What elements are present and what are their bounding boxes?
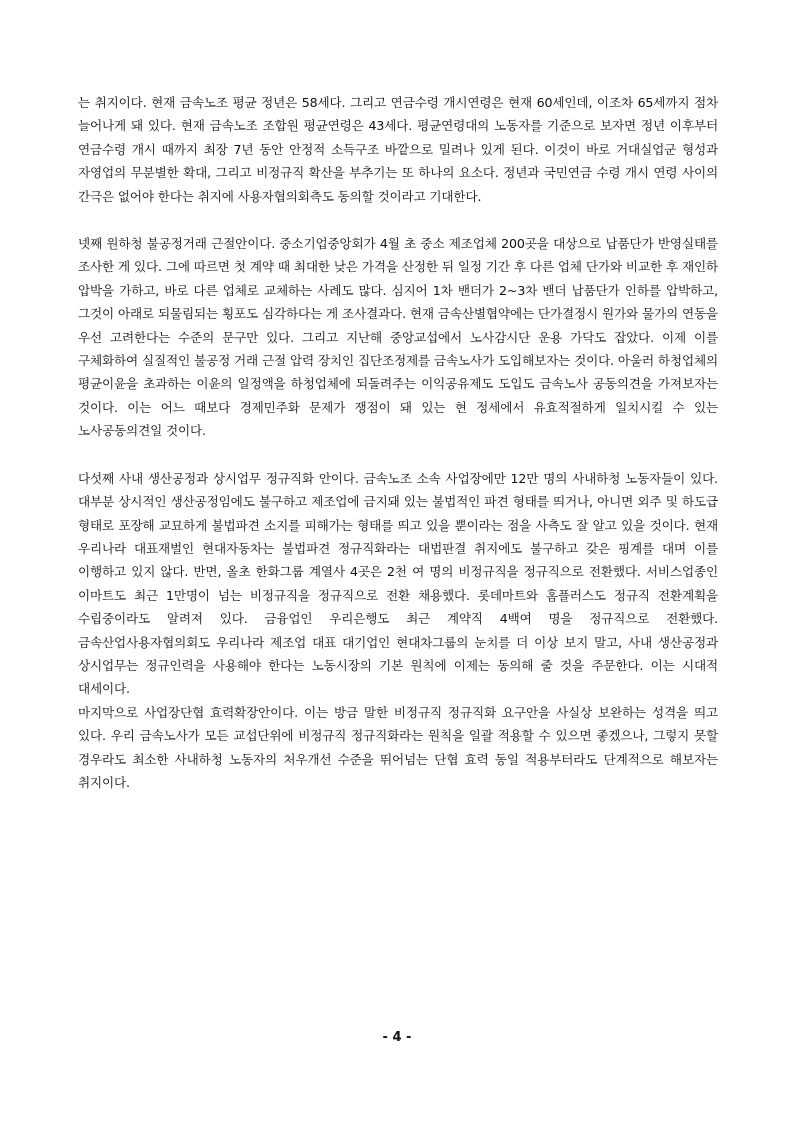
body-text: [78, 91, 718, 794]
page-number: - 4 -: [382, 1030, 412, 1045]
paragraph-agreement-extension: 마지막으로 사업장단협 효력확장안이다. 이는 방금 말한 비정규직 정규직화 요구안을 사실상 보완하는 성격을 띄고 있다. 우리 금속노사가 모든 교섭단위에 비정규직 정규직화라는 원칙을 일괄 적용할 수 있으면 좋겠으나, 그렇지 못할 경우라도 최소한 사내하청 노동자의 처우개선 수준을 뛰어넘는 단협 효력 동일 적용부터라도 단계적으로 해보자는 취지이다.: [78, 704, 718, 790]
paragraph-subcontracting-fairness: 넷째 원하청 불공정거래 근절안이다. 중소기업중앙회가 4월 초 중소 제조업체 200곳을 대상으로 납품단가 반영실태를 조사한 게 있다. 그에 따르면 첫 계약 때 최대한 낮은 가격을 산정한 뒤 일정 기간 후 다른 업체 단가와 비교한 후 재인하 압박을 가하고, 바로 다른 업체로 교체하는 사례도 많다. 심지어 1차 밴더가 2~3차 밴더 납품단가 인하를 압박하고, 그것이 아래로 되물림되는 횡포도 심각하다는 게 조사결과다. 현재 금속산별협약에는 단가결정시 원가와 물가의 연동을 우선 고려한다는 수준의 문구만 있다. 그리고 지난해 중앙교섭에서 노사감시단 운용 가닥도 잡았다. 이제 이를 구체화하여 실질적인 불공정 거래 근절 압력 장치인 집단조정제를 금속노사가 도입해보자는 것이다. 아울러 하청업체의 평균이윤을 초과하는 이윤의 일정액을 하청업체에 되돌려주는 이익공유제도 도입도 금속노사 공동의견을 가져보자는 것이다. 이는 어느 때보다 경제민주화 문제가 쟁점이 돼 있는 현 정세에서 유효적절하게 일치시킬 수 있는 노사공동의견일 것이다.: [78, 236, 718, 439]
paragraph-spacer: [78, 208, 718, 232]
paragraph-retirement-age: 는 취지이다. 현재 금속노조 평균 정년은 58세다. 그리고 연금수령 개시연령은 현재 60세인데, 이조차 65세까지 점차 늘어나게 돼 있다. 현재 금속노조 조합원 평균연령은 43세다. 평균연령대의 노동자를 기준으로 보자면 정년 이후부터 연금수령 개시 때까지 최장 7년 동안 안정적 소득구조 바깥으로 밀려나 있게 된다. 이것이 바로 거대실업군 형성과 자영업의 무분별한 확대, 그리고 비정규직 확산을 부추기는 또 하나의 요소다. 정년과 국민연금 수령 개시 연령 사이의 간극은 없어야 한다는 취지에 사용자협의회측도 동의할 것이라고 기대한다.: [78, 95, 718, 204]
paragraph-spacer: [78, 443, 718, 467]
paragraph-regular-employment: 다섯째 사내 생산공정과 상시업무 정규직화 안이다. 금속노조 소속 사업장에만 12만 명의 사내하청 노동자들이 있다. 대부분 상시적인 생산공정임에도 불구하고 제조업에 금지돼 있는 불법적인 파견 형태를 띄거나, 아니면 외주 및 하도급 형태로 포장해 교묘하게 불법파견 소지를 피해가는 형태를 띄고 있을 뿐이라는 점을 사측도 잘 알고 있을 것이다. 현재 우리나라 대표재벌인 현대자동차는 불법파견 정규직화라는 대법판결 취지에도 불구하고 갖은 핑계를 대며 이를 이행하고 있지 않다. 반면, 올초 한화그룹 계열사 4곳은 2천 여 명의 비정규직을 정규직으로 전환했다. 서비스업종인 이마트도 최근 1만명이 넘는 비정규직을 정규직으로 전환 채용했다. 롯데마트와 홈플러스도 정규직 전환계획을 수립중이라도 알려져 있다. 금융업인 우리은행도 최근 계약직 4백여 명을 정규직으로 전환했다. 금속산업사용자협의회도 우리나라 제조업 대표 대기업인 현대차그룹의 눈치를 더 이상 보지 말고, 사내 생산공정과 상시업무는 정규인력을 사용해야 한다는 노동시장의 기본 원칙에 이제는 동의해 줄 것을 주문한다. 이는 시대적 대세이다.: [78, 470, 718, 697]
